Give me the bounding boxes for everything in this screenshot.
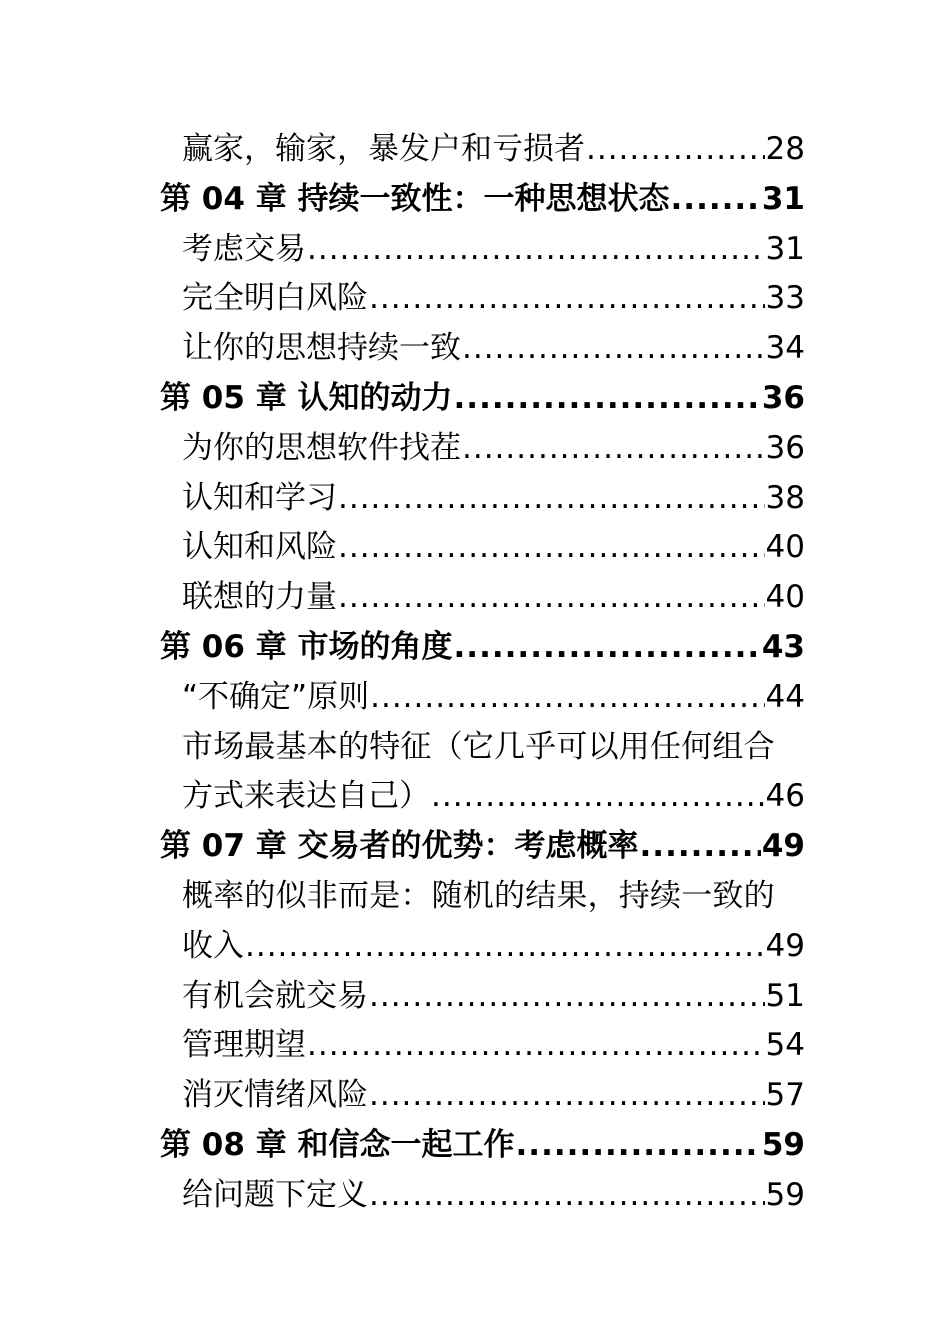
- toc-entry-title: 有机会就交易: [182, 977, 368, 1014]
- toc-section-entry[interactable]: [160, 1071, 805, 1121]
- toc-dot-leader: [454, 374, 761, 424]
- toc-section-entry[interactable]: [160, 424, 805, 474]
- toc-dot-leader: [369, 274, 765, 324]
- toc-page-number: 59: [761, 1126, 805, 1163]
- toc-dot-leader: [338, 523, 765, 573]
- toc-entry-title: 第 08 章 和信念一起工作: [160, 1126, 515, 1163]
- toc-dot-leader: [369, 1071, 765, 1121]
- toc-section-entry[interactable]: [160, 225, 805, 275]
- toc-page-number: 33: [765, 280, 805, 317]
- toc-entry-title: 消灭情绪风险: [182, 1077, 368, 1114]
- toc-dot-leader: [671, 175, 761, 225]
- toc-entry-title: 考虑交易: [182, 230, 306, 267]
- toc-section-entry[interactable]: [160, 474, 805, 524]
- toc-page-number: 31: [765, 230, 805, 267]
- toc-page-number: 49: [765, 927, 805, 964]
- toc-page-number: 51: [765, 977, 805, 1014]
- toc-page-number: 40: [765, 579, 805, 616]
- toc-section-entry[interactable]: [160, 1171, 805, 1221]
- toc-entry-title: 第 05 章 认知的动力: [160, 379, 453, 416]
- toc-dot-leader: [431, 772, 765, 822]
- table-of-contents: [160, 125, 805, 1221]
- toc-page-number: 36: [765, 429, 805, 466]
- toc-entry-title: 赢家，输家，暴发户和亏损者: [182, 131, 585, 167]
- toc-dot-leader: [338, 474, 765, 524]
- toc-entry-title: 联想的力量: [182, 579, 337, 616]
- toc-dot-leader: [462, 324, 765, 374]
- toc-entry-title: 第 07 章 交易者的优势：考虑概率: [160, 828, 639, 865]
- toc-page-number: 54: [765, 1027, 805, 1064]
- toc-page-number: 31: [761, 180, 805, 217]
- toc-page-number: 59: [765, 1176, 805, 1213]
- toc-page-number: 36: [761, 379, 805, 416]
- toc-entry-title: 完全明白风险: [182, 280, 368, 317]
- toc-entry-title: 收入: [182, 927, 244, 964]
- toc-dot-leader: [369, 972, 765, 1022]
- toc-section-entry[interactable]: [160, 274, 805, 324]
- toc-chapter-entry[interactable]: [160, 1121, 805, 1171]
- toc-section-entry[interactable]: [160, 922, 805, 972]
- toc-dot-leader: [454, 623, 761, 673]
- toc-dot-leader: [462, 424, 765, 474]
- toc-entry-title: 市场最基本的特征（它几乎可以用任何组合: [182, 728, 775, 765]
- toc-entry-title: 概率的似非而是：随机的结果，持续一致的: [182, 877, 775, 914]
- toc-chapter-entry[interactable]: [160, 374, 805, 424]
- toc-dot-leader: [245, 922, 765, 972]
- toc-dot-leader: [516, 1121, 761, 1171]
- toc-section-entry[interactable]: [160, 324, 805, 374]
- toc-entry-title: “不确定”原则: [182, 678, 370, 715]
- toc-page-number: 44: [765, 678, 805, 715]
- toc-entry-title: 为你的思想软件找茬: [182, 429, 461, 466]
- toc-section-entry-line[interactable]: [160, 723, 805, 773]
- toc-entry-title: 认知和风险: [182, 529, 337, 566]
- toc-page-number: 34: [765, 330, 805, 367]
- toc-section-entry[interactable]: [160, 673, 805, 723]
- toc-section-entry[interactable]: [160, 772, 805, 822]
- toc-dot-leader: [370, 673, 764, 723]
- toc-page-number: 28: [765, 131, 805, 167]
- toc-dot-leader: [307, 225, 765, 275]
- toc-page-number: 49: [761, 828, 805, 865]
- toc-chapter-entry[interactable]: [160, 822, 805, 872]
- toc-dot-leader: [369, 1171, 765, 1221]
- toc-chapter-entry[interactable]: [160, 623, 805, 673]
- toc-dot-leader: [586, 125, 765, 175]
- toc-entry-title: 认知和学习: [182, 479, 337, 516]
- toc-entry-title: 给问题下定义: [182, 1176, 368, 1213]
- toc-chapter-entry[interactable]: [160, 175, 805, 225]
- toc-section-entry[interactable]: [160, 523, 805, 573]
- toc-entry-title: 管理期望: [182, 1027, 306, 1064]
- toc-dot-leader: [307, 1021, 765, 1071]
- toc-section-entry[interactable]: [160, 972, 805, 1022]
- toc-entry-title: 方式来表达自己）: [182, 778, 430, 815]
- toc-page-number: 43: [761, 628, 805, 665]
- toc-page-number: 46: [765, 778, 805, 815]
- toc-section-entry[interactable]: [160, 573, 805, 623]
- toc-page-number: 40: [765, 529, 805, 566]
- toc-entry-title: 让你的思想持续一致: [182, 330, 461, 367]
- toc-dot-leader: [640, 822, 761, 872]
- toc-page-number: 57: [765, 1077, 805, 1114]
- toc-section-entry-line[interactable]: [160, 872, 805, 922]
- toc-entry-title: 第 06 章 市场的角度: [160, 628, 453, 665]
- toc-section-entry[interactable]: [160, 125, 805, 175]
- toc-page-number: 38: [765, 479, 805, 516]
- toc-dot-leader: [338, 573, 765, 623]
- toc-entry-title: 第 04 章 持续一致性：一种思想状态: [160, 180, 670, 217]
- toc-section-entry[interactable]: [160, 1021, 805, 1071]
